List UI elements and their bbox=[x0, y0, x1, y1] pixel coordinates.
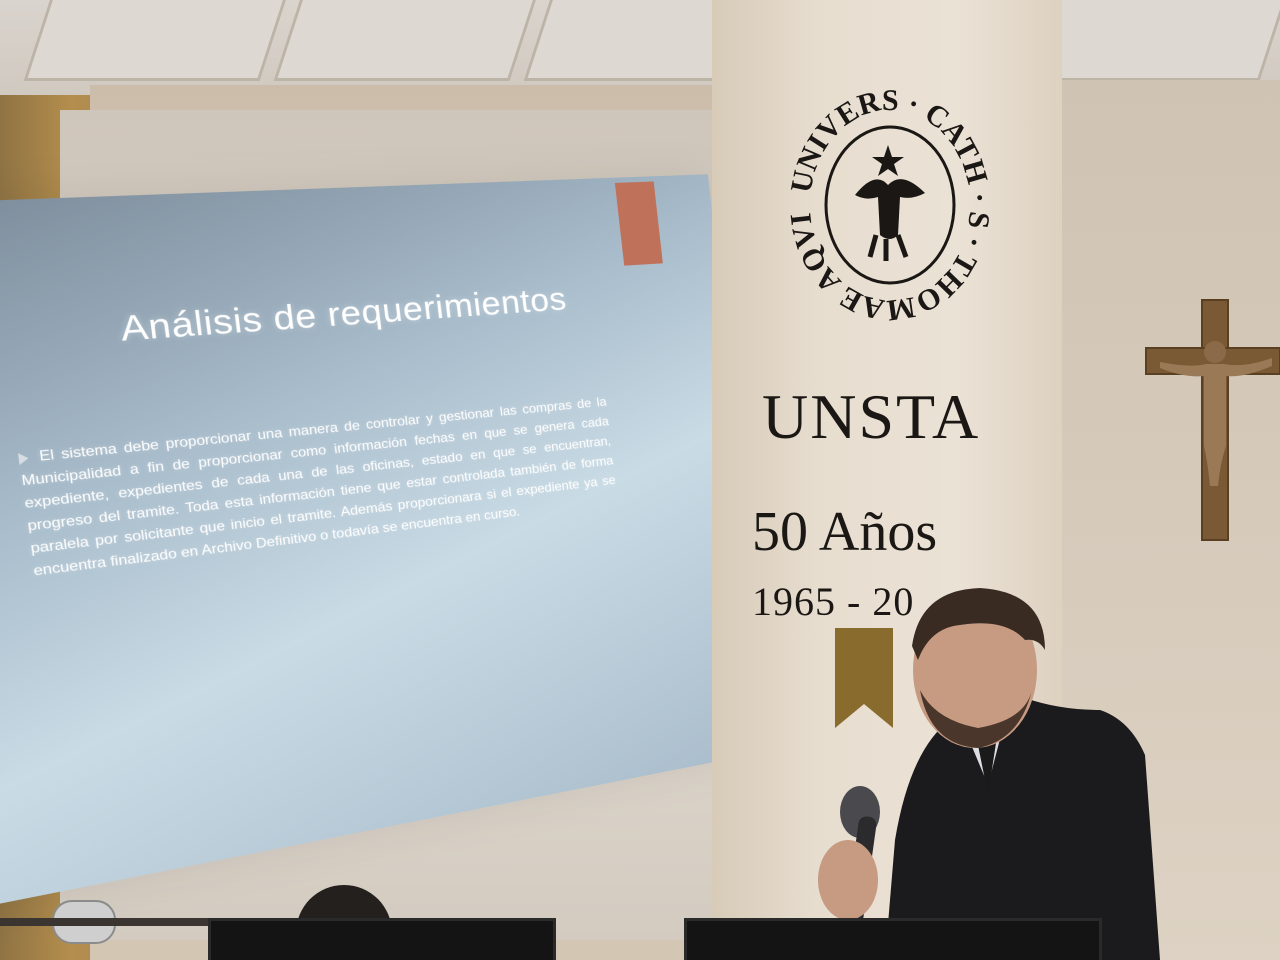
banner-university-name: UNSTA bbox=[762, 381, 981, 452]
slide-title: Análisis de requerimientos bbox=[117, 279, 569, 349]
slide-bullet-text: El sistema debe proporcionar una manera de controlar y gestionar las compras de la Municipalidad a fin de proporcionar como información fechas en que se genera cada expediente, expedientes de cada una de las oficinas, estado en que se encuentran, progreso del tramite. Toda esta información tiene que estar controlada también de forma paralela por solicitante que inicio el tramite. Además proporcionara si el expediente ya se encuentra finalizado en Archivo Definitivo o todavía se encuentra en curso. bbox=[20, 394, 617, 580]
slide-bullet bbox=[17, 392, 619, 583]
banner-anniversary: 50 Años bbox=[752, 501, 938, 563]
speaker-person bbox=[800, 580, 1160, 960]
ceiling-tile bbox=[24, 0, 293, 81]
desk-monitor bbox=[684, 918, 1102, 960]
ceiling-tile bbox=[274, 0, 543, 81]
desk-edge bbox=[0, 918, 210, 926]
crucifix-icon bbox=[1140, 296, 1280, 546]
ceiling-tile bbox=[1024, 0, 1280, 81]
banner-years: 1965 - 20 bbox=[752, 579, 915, 624]
desk-monitor bbox=[208, 918, 556, 960]
slide-accent-bar bbox=[615, 181, 663, 265]
svg-text:UNIVERS · CATH · S · THOMAE AQ: UNIVERS · CATH · S · THOMAE AQVI bbox=[784, 85, 997, 325]
university-seal-icon bbox=[780, 85, 1000, 325]
bullet-arrow-icon bbox=[18, 452, 29, 465]
